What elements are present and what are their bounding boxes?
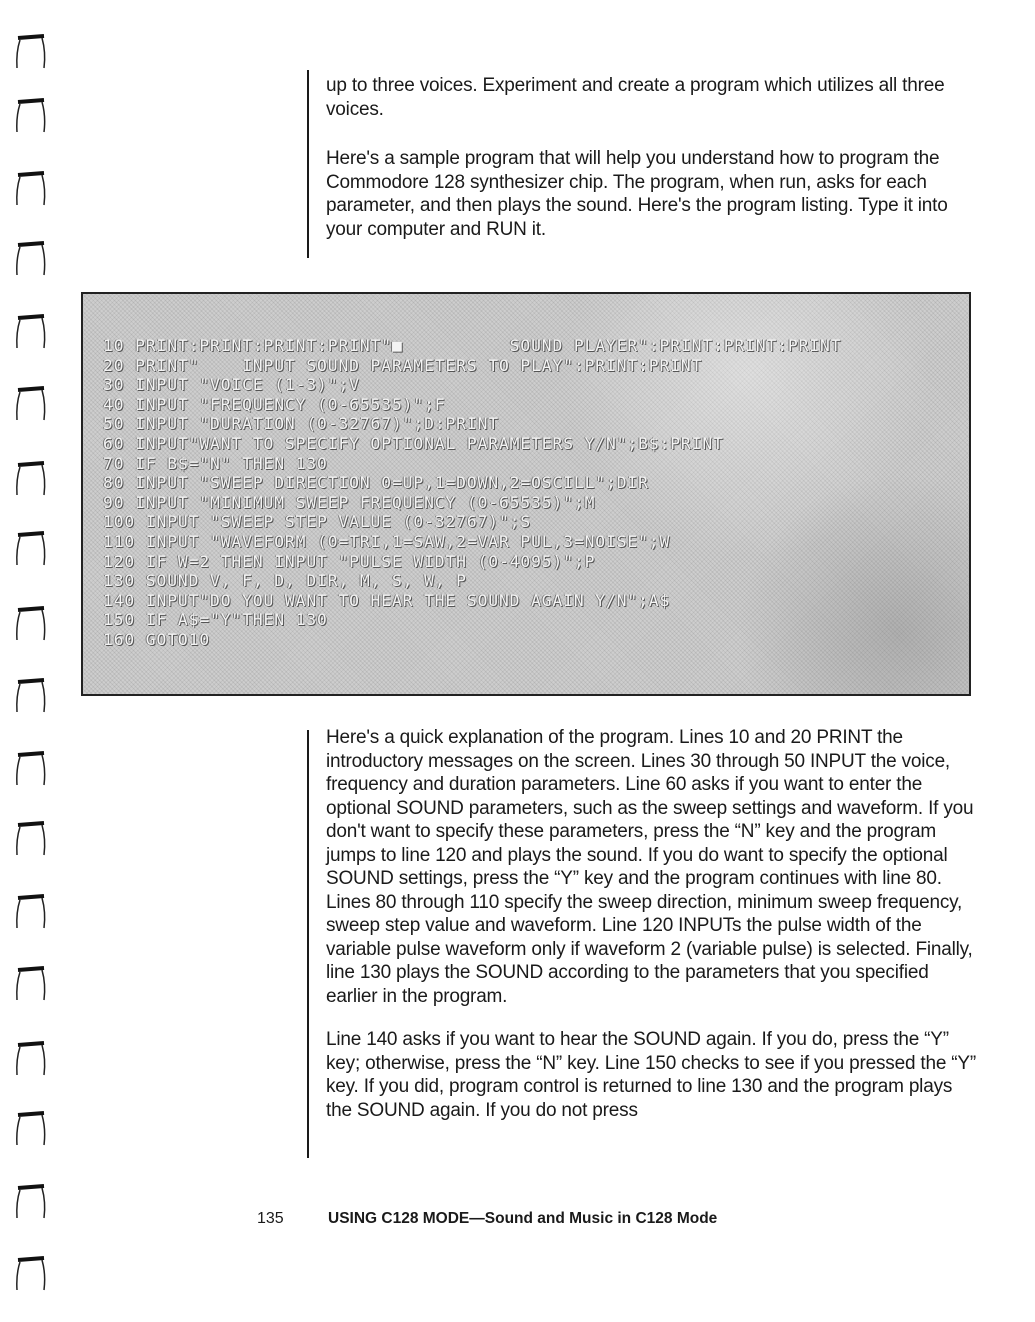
- code-line: 30 INPUT "VOICE (1-3)";V: [103, 375, 360, 395]
- code-line: 150 IF A$="Y"THEN 130: [103, 610, 328, 630]
- binder-hole-icon: [14, 165, 54, 227]
- explanation-paragraph-1: Here's a quick explanation of the program. Lines 10 and 20 PRINT the introductory messages on the screen. Lines 30 through 50 INPUT the voice, frequency and duration parameters. Line 60 asks if you want to enter the optional SOUND parameters, such as the sweep settings and waveform. If you don't want to specify these parameters, press the “N” key and the program jumps to line 120 and plays the sound. If you do want to specify the optional SOUND settings, press the “Y” key and the program continues with line 80. Lines 80 through 110 specify the sweep direction, minimum sweep frequency, sweep step value and waveform. Line 120 INPUTs the pulse width of the variable pulse waveform only if waveform 2 (variable pulse) is selected. Finally, line 130 plays the SOUND according to the parameters that you specified earlier in the program.: [326, 727, 974, 1007]
- margin-rule-top: [307, 70, 309, 258]
- binder-hole-icon: [14, 1250, 54, 1312]
- code-line: 40 INPUT "FREQUENCY (0-65535)";F: [103, 394, 446, 414]
- binder-hole-icon: [14, 380, 54, 442]
- code-line: 80 INPUT "SWEEP DIRECTION 0=UP,1=DOWN,2=OSCILL";DIR: [103, 473, 649, 493]
- binder-hole-icon: [14, 600, 54, 662]
- binder-hole-icon: [14, 235, 54, 297]
- binder-hole-icon: [14, 525, 54, 587]
- binder-hole-icon: [14, 308, 54, 370]
- binder-hole-icon: [14, 28, 54, 90]
- binder-hole-icon: [14, 745, 54, 807]
- running-head-sub: —Sound and Music in C128 Mode: [469, 1210, 718, 1227]
- explanation-text: [326, 726, 976, 1122]
- intro-paragraph-2: Here's a sample program that will help you understand how to program the Commodore 128 synthesizer chip. The program, when run, asks for each parameter, and then plays the sound. Here's the program listing. Type it into your computer and RUN it.: [326, 148, 948, 240]
- binder-hole-icon: [14, 672, 54, 734]
- code-line: 120 IF W=2 THEN INPUT "PULSE WIDTH (0-4095)";P: [103, 551, 596, 571]
- code-line: 60 INPUT"WANT TO SPECIFY OPTIONAL PARAMETERS Y/N";B$:PRINT: [103, 433, 724, 453]
- code-line: 70 IF B$="N" THEN 130: [103, 453, 328, 473]
- running-head-main: USING C128 MODE: [328, 1210, 470, 1227]
- code-line: 10 PRINT:PRINT:PRINT:PRINT"■ SOUND PLAYER":PRINT:PRINT:PRINT: [103, 336, 842, 355]
- margin-rule-bottom: [307, 730, 309, 1158]
- code-line: 90 INPUT "MINIMUM SWEEP FREQUENCY (0-65535)";M: [103, 492, 596, 512]
- binder-holes: [14, 0, 58, 1322]
- binder-hole-icon: [14, 1035, 54, 1097]
- running-head: [328, 1210, 717, 1228]
- binder-hole-icon: [14, 1178, 54, 1240]
- binder-hole-icon: [14, 960, 54, 1022]
- code-line: 50 INPUT "DURATION (0-32767)";D:PRINT: [103, 414, 499, 434]
- binder-hole-icon: [14, 92, 54, 154]
- code-line: 130 SOUND V, F, D, DIR, M, S, W, P: [103, 571, 467, 591]
- explanation-paragraph-2: Line 140 asks if you want to hear the SOUND again. If you do, press the “Y” key; otherwise, press the “N” key. Line 150 checks to see if you pressed the “Y” key. If you did, program control is returned to line 130 and the program plays the SOUND again. If you do not press: [326, 1029, 977, 1121]
- page-number: 135: [257, 1210, 284, 1227]
- binder-hole-icon: [14, 1105, 54, 1167]
- program-listing: [103, 336, 841, 650]
- program-listing-screen: [81, 292, 971, 696]
- code-line: 140 INPUT"DO YOU WANT TO HEAR THE SOUND AGAIN Y/N";A$: [103, 590, 671, 610]
- code-line: 20 PRINT" INPUT SOUND PARAMETERS TO PLAY":PRINT:PRINT: [103, 355, 703, 375]
- code-line: 160 GOTO10: [103, 629, 211, 649]
- code-line: 110 INPUT "WAVEFORM (0=TRI,1=SAW,2=VAR PUL,3=NOISE";W: [103, 531, 671, 551]
- binder-hole-icon: [14, 815, 54, 877]
- code-line: 100 INPUT "SWEEP STEP VALUE (0-32767)";S: [103, 512, 532, 532]
- binder-hole-icon: [14, 455, 54, 517]
- intro-text: [326, 74, 976, 241]
- binder-hole-icon: [14, 888, 54, 950]
- intro-paragraph-1: up to three voices. Experiment and create a program which utilizes all three voices.: [326, 75, 945, 120]
